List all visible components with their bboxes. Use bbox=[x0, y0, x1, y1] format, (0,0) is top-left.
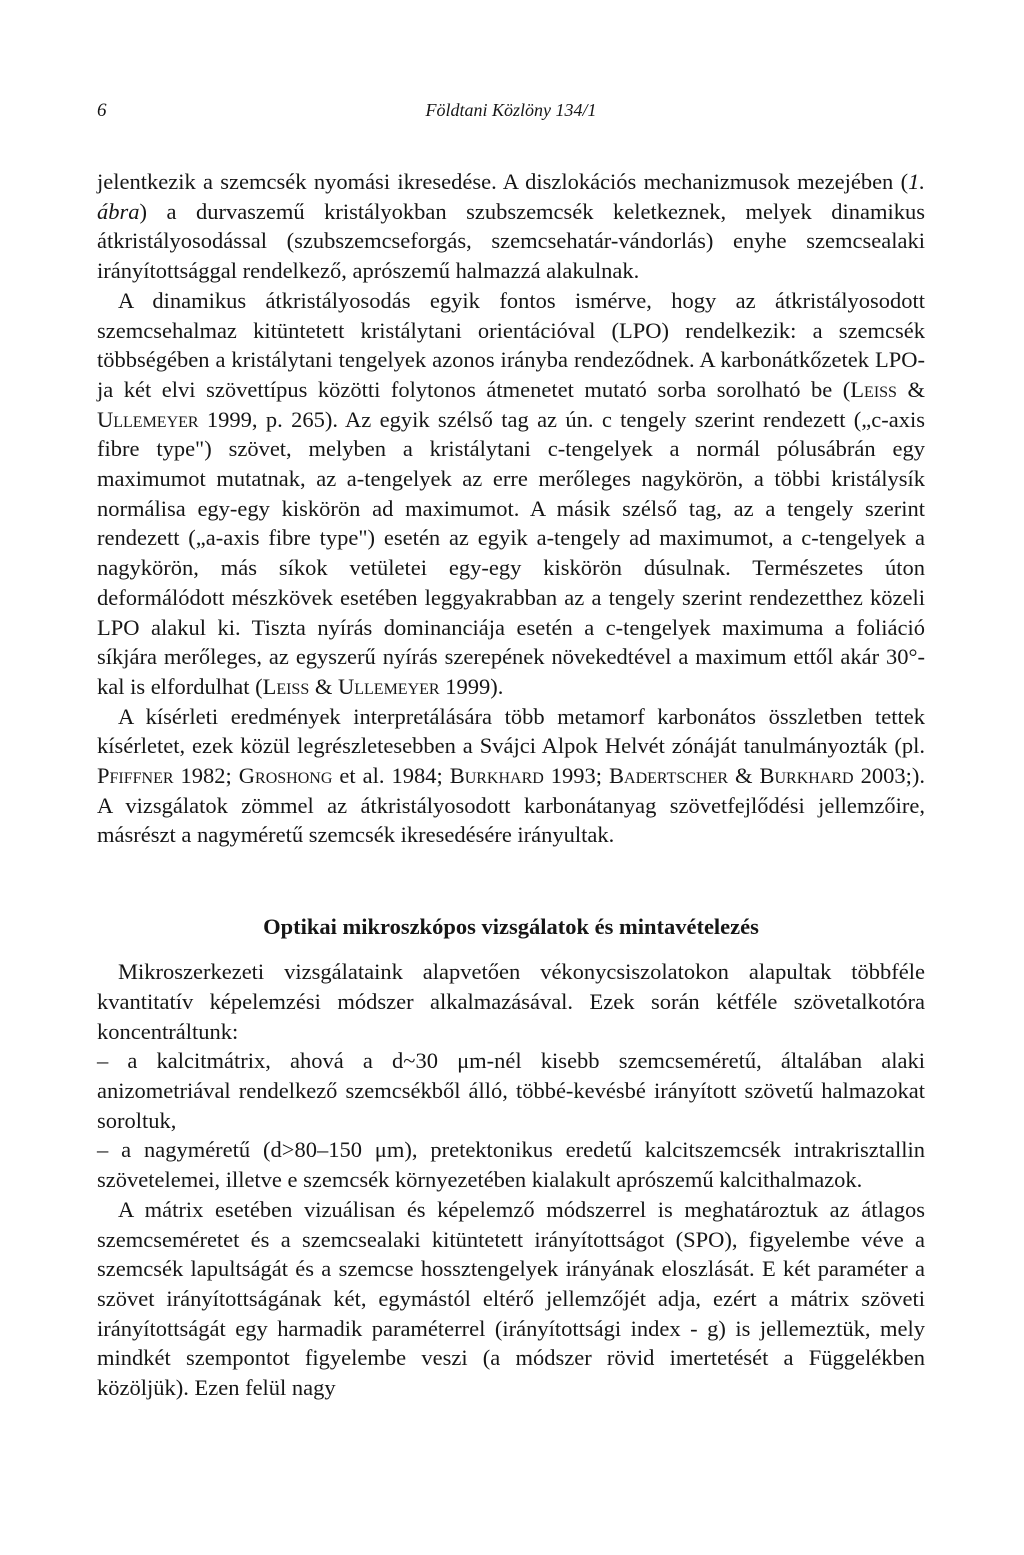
text-run: ) a durvaszemű kristályokban szubszemcsék keletkeznek, melyek dinamikus átkristályosodással (szubszemcseforgás, szemcsehatár-vándorlás) enyhe szemcsealaki irányítottsággal rendelkező, aprószemű halmazzá alakulnak. bbox=[97, 198, 925, 284]
citation-author: Burkhard bbox=[449, 763, 544, 789]
citation-author: Burkhard bbox=[759, 763, 854, 789]
text-run: jelentkezik a szemcsék nyomási ikresedése. A diszlokációs mechanizmusok mezejében ( bbox=[97, 169, 909, 194]
text-run: A kísérleti eredmények interpretálására több metamorf karbonátos összletben tettek kísérletet, ezek közül legrészletesebben a Svájci Alpok Helvét zónáját tanulmányozták (pl. bbox=[97, 703, 925, 759]
text-run: & bbox=[728, 763, 760, 789]
citation-author: Leiss bbox=[850, 376, 897, 402]
running-header bbox=[97, 100, 925, 130]
text-run: 1982; bbox=[173, 763, 239, 789]
text-run: 1993; bbox=[543, 763, 610, 789]
text-run: 1999, p. 265). Az egyik szélső tag az ún. c tengely szerint rendezett („c-axis fibre type") szövet, melyben a kristálytani c-tengelyek a normál pólusábrán egy maximumot mutatnak, az a-tengelyek az erre merőleges nagykörön, a többi kristálysík normálisa egy-egy kiskörön ad maximumot. A másik szélső tag, az a tengely szerint rendezett („a-axis fibre type") esetén az egyik a-tengely ad maximumot, a c-tengelyek a nagykörön, más síkok vetületei egy-egy kiskörön dúsulnak. Természetes úton deformálódott mészkövek esetében leggyakrabban az a tengely szerint rendezetthez közeli LPO alakul ki. Tiszta nyírás dominanciája esetén a c-tengelyek maximuma a foliáció síkjára merőleges, az egyszerű nyírás szerepének növekedtével a maximum ettől akár 30°-kal is elfordulhat ( bbox=[97, 406, 925, 699]
page-number: 6 bbox=[97, 100, 107, 121]
list-item: – a kalcitmátrix, ahová a d~30 μm-nél kisebb szemcseméretű, általában alaki anizometriával rendelkező szemcsékből álló, többé-kevésbé irányított szövetű halmazokat soroltuk, bbox=[97, 1048, 925, 1133]
citation-author: Groshong bbox=[238, 763, 333, 789]
text-run: A dinamikus átkristályosodás egyik fontos ismérve, hogy az átkristályosodott szemcsehalmaz kitüntetett kristálytani orientációval (LPO) rendelkezik: a szemcsék többségében a kristálytani tengelyek azonos irányba rendeződnek. A karbonátkőzetek LPO-ja két elvi szövettípus közötti folytonos átmenetet mutató sorba sorolható be ( bbox=[97, 287, 925, 402]
text-run: et al. 1984; bbox=[332, 763, 450, 789]
text-run: 1999). bbox=[439, 673, 504, 699]
text-run: & bbox=[309, 673, 338, 699]
journal-title: Földtani Közlöny 134/1 bbox=[425, 100, 597, 120]
section-heading: Optikai mikroszkópos vizsgálatok és mintavételezés bbox=[263, 914, 759, 940]
paragraph: Mikroszerkezeti vizsgálataink alapvetően vékonycsiszolatokon alapultak többféle kvantitatív képelemzési módszer alkalmazásával. Ezek során kétféle szövetalkotóra koncentráltunk: bbox=[97, 959, 925, 1044]
citation-author: Ullemeyer bbox=[338, 673, 440, 699]
figure-reference: 1. ábra bbox=[97, 169, 925, 224]
paragraph bbox=[97, 167, 925, 286]
paragraph bbox=[97, 286, 925, 702]
paragraph bbox=[97, 702, 925, 851]
citation-author: Pfiffner bbox=[97, 763, 174, 789]
text-run: & bbox=[896, 376, 925, 402]
citation-author: Ullemeyer bbox=[97, 406, 199, 432]
body-text bbox=[97, 167, 925, 1403]
paragraph: A mátrix esetében vizuálisan és képelemző módszerrel is meghatároztuk az átlagos szemcseméretet és a szemcsealaki kitüntetett irányítottságot (SPO), figyelembe véve a szemcsék lapultságát és a szemcse hossztengelyek irányának eloszlását. E két paraméter a szövet irányítottságának két, egymástól eltérő jellemzőjét adja, ezért a mátrix szöveti irányítottságát egy harmadik paraméterrel (irányítottsági index - g) is jellemeztük, mely mindkét szempontot figyelembe veszi (a módszer rövid imertetését a Függelékben közöljük). Ezen felül nagy bbox=[97, 1196, 925, 1401]
text-run: 2003;). A vizsgálatok zömmel az átkristályosodott karbonátanyag szövetfejlődési jellemzőire, másrészt a nagyméretű szemcsék ikresedésére irányultak. bbox=[97, 763, 925, 848]
citation-author: Leiss bbox=[262, 673, 310, 699]
list-item: – a nagyméretű (d>80–150 μm), pretektonikus eredetű kalcitszemcsék intrakrisztallin szövetelemei, illetve e szemcsék környezetében kialakult aprószemű kalcithalmazok. bbox=[97, 1137, 925, 1193]
citation-author: Badertscher bbox=[609, 763, 728, 789]
